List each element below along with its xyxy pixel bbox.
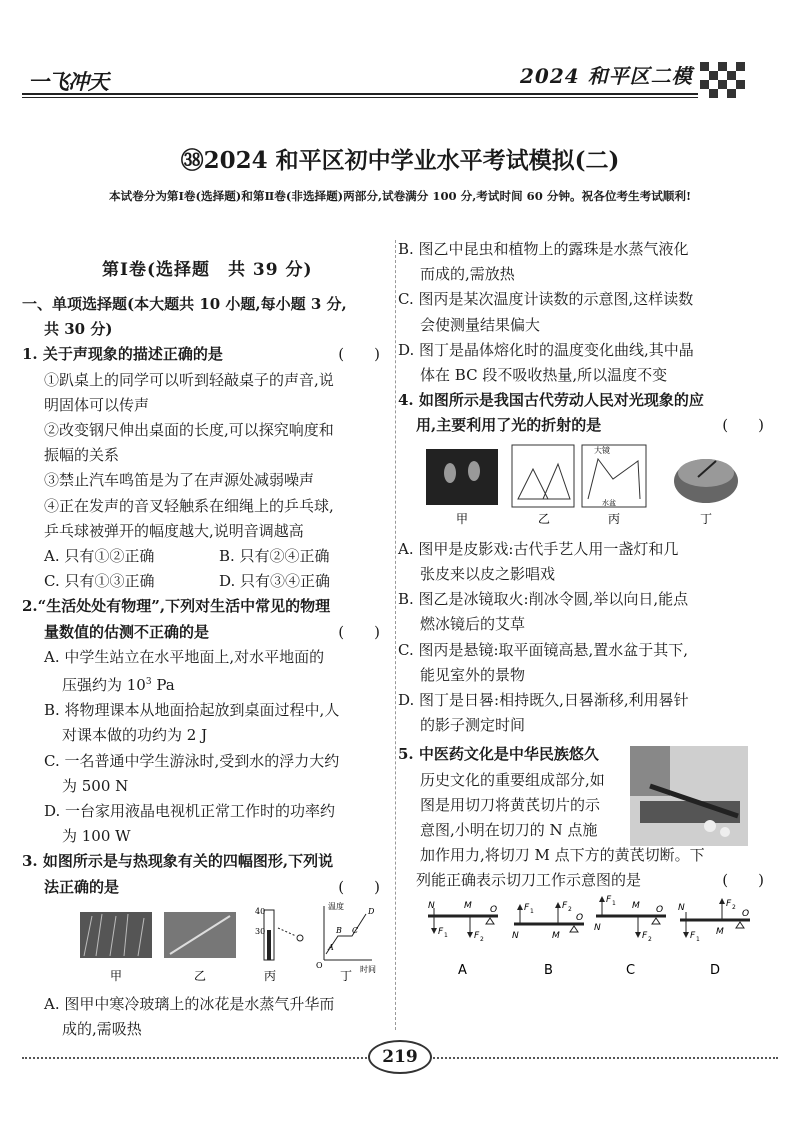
lever-label-n: N [678, 902, 685, 913]
exam-instructions: 本试卷分为第Ⅰ卷(选择题)和第Ⅱ卷(非选择题)两部分,试卷满分 100 分,考试时间 60 分钟。祝各位考生考试顺利! [108, 189, 692, 203]
q2-option-a-cont: 压强约为 10 [62, 676, 146, 695]
q2-unit: Pa [151, 676, 175, 695]
q5-lever-diagrams [398, 894, 778, 982]
question-5 [398, 742, 778, 989]
question-4 [398, 388, 778, 738]
q4-hanging-mirror-drawing [582, 445, 646, 507]
q5-caption: A [458, 962, 467, 978]
lever-label-f2: F [642, 930, 648, 941]
q2-stem: 2.“生活处处有物理”,下列对生活中常见的物理 [22, 597, 331, 616]
q3-option-a[interactable]: A. 图甲中寒冷玻璃上的冰花是水蒸气升华而 [44, 995, 335, 1014]
q1-line: 振幅的关系 [44, 446, 120, 465]
lever-label-o: O [742, 908, 750, 919]
lever-label-o: O [656, 904, 664, 915]
q1-line: 明固体可以传声 [44, 395, 150, 414]
q3-caption: 丁 [340, 968, 353, 983]
lever-label-f1: F [690, 930, 696, 941]
q4-caption: 丁 [700, 511, 713, 526]
q4-answer-bracket[interactable]: ( ) [722, 416, 764, 435]
lever-label-m: M [716, 926, 724, 937]
checker-decoration [700, 62, 748, 98]
part-heading-cont: 共 30 分) [44, 320, 113, 339]
q4-stem-cont: 用,主要利用了光的折射的是 [416, 416, 602, 435]
q1-line: ④正在发声的音叉轻触系在细绳上的乒乓球, [44, 496, 334, 515]
lever-label-sub1: 1 [530, 907, 534, 915]
q4-caption: 乙 [538, 511, 551, 526]
graph-point-c: C [352, 925, 359, 935]
question-3 [22, 849, 394, 1042]
graph-origin: O [316, 960, 323, 970]
q1-line: ①趴桌上的同学可以听到轻敲桌子的声音,说 [44, 370, 334, 389]
q5-stem: 5. 中医药文化是中华民族悠久 [398, 745, 599, 764]
q5-caption: D [710, 962, 721, 978]
q2-option-d[interactable]: D. 一台家用液晶电视机正常工作时的功率约 [44, 802, 336, 821]
paper-title: ㊳2024 和平区初中学业水平考试模拟(二) [180, 147, 620, 174]
q1-option-c[interactable]: C. 只有①③正确 [44, 572, 155, 591]
thermo-scale-top: 40 [255, 906, 266, 916]
eye-icon [297, 935, 303, 941]
question-1 [22, 342, 394, 594]
lever-label-n: N [428, 900, 435, 911]
q5-stem-cont: 历史文化的重要组成部分,如 [420, 770, 605, 789]
q4-option-d-cont: 的影子测定时间 [420, 716, 526, 735]
q3-option-d[interactable]: D. 图丁是晶体熔化时的温度变化曲线,其中晶 [398, 340, 694, 359]
q2-option-d-cont: 为 100 W [62, 827, 131, 846]
mirror-label: 大镜 [594, 445, 610, 455]
q4-ice-lens-drawing [512, 445, 574, 507]
q5-answer-bracket[interactable]: ( ) [722, 871, 764, 890]
q4-figures [398, 439, 778, 529]
q3-option-b-cont: 而成的,需放热 [420, 265, 515, 284]
section-heading: 第Ⅰ卷(选择题 共 39 分) [102, 260, 313, 280]
q1-line: 乒乓球被弹开的幅度越大,说明音调越高 [44, 521, 304, 540]
q2-stem-cont: 量数值的估测不正确的是 [44, 622, 210, 641]
basin-label: 水盆 [602, 498, 616, 507]
q2-option-a[interactable]: A. 中学生站立在水平地面上,对水平地面的 [44, 647, 325, 666]
q1-line: ②改变钢尺伸出桌面的长度,可以探究响度和 [44, 421, 334, 440]
lever-diagram-d[interactable] [678, 898, 750, 943]
q3-option-b[interactable]: B. 图乙中昆虫和植物上的露珠是水蒸气液化 [398, 240, 689, 258]
q5-stem-cont: 图是用切刀将黄芪切片的示 [420, 795, 601, 814]
column-divider [395, 240, 396, 1030]
q2-option-c[interactable]: C. 一名普通中学生游泳时,受到水的浮力大约 [44, 751, 340, 770]
lever-label-sub1: 1 [696, 935, 700, 943]
part-heading: 一、单项选择题(本大题共 10 小题,每小题 3 分, [22, 295, 347, 313]
header-rule [22, 93, 698, 95]
lever-label-sub2: 2 [568, 905, 572, 913]
q3-stem: 3. 如图所示是与热现象有关的四幅图形,下列说 [22, 852, 334, 871]
q4-stem: 4. 如图所示是我国古代劳动人民对光现象的应 [398, 391, 704, 410]
lever-label-sub2: 2 [480, 935, 484, 943]
right-column [398, 237, 778, 990]
lever-label-f1: F [606, 894, 612, 905]
brand-logo: 一飞冲天 [28, 70, 108, 94]
lever-label-f1: F [438, 926, 444, 937]
q1-option-b[interactable]: B. 只有②④正确 [219, 547, 330, 566]
q1-option-d[interactable]: D. 只有③④正确 [219, 572, 331, 591]
lever-label-m: M [552, 930, 560, 941]
q5-photo [630, 746, 748, 846]
q2-option-b-cont: 对课本做的功约为 2 J [62, 726, 208, 745]
q3-option-a-cont: 成的,需吸热 [62, 1020, 142, 1039]
lever-label-n: N [512, 930, 519, 941]
lever-diagram-a[interactable] [428, 901, 498, 943]
lever-diagram-c[interactable] [594, 895, 666, 943]
graph-y-label: 温度 [328, 901, 344, 911]
q5-caption: B [544, 962, 553, 978]
lever-label-o: O [490, 904, 498, 915]
left-column [22, 292, 394, 1042]
lever-label-n: N [594, 922, 601, 933]
lever-label-o: O [576, 912, 584, 923]
lever-label-sub2: 2 [732, 903, 736, 911]
lever-label-f1: F [524, 902, 530, 913]
q4-caption: 丙 [608, 511, 621, 526]
q5-stem-cont: 列能正确表示切刀工作示意图的是 [416, 871, 642, 890]
q3-option-c-cont: 会使测量结果偏大 [420, 315, 541, 334]
q4-shadow-puppet-photo [426, 449, 498, 505]
lever-diagram-b[interactable] [512, 901, 584, 941]
q5-caption: C [626, 962, 636, 978]
q5-stem-cont: 加作用力,将切刀 M 点下方的黄芪切断。下 [420, 846, 705, 865]
q2-exponent: 3 [145, 677, 152, 688]
q5-stem-cont: 意图,小明在切刀的 N 点施 [420, 821, 598, 840]
q1-line: ③禁止汽车鸣笛是为了在声源处减弱噪声 [44, 471, 315, 490]
lever-label-f2: F [562, 900, 568, 911]
q3-caption: 乙 [194, 968, 207, 983]
lever-label-f2: F [474, 930, 480, 941]
q3-caption: 甲 [110, 968, 123, 983]
q2-option-c-cont: 为 500 N [62, 776, 129, 795]
q4-option-c[interactable]: C. 图丙是悬镜:取平面镜高悬,置水盆于其下, [398, 640, 689, 659]
graph-point-a: A [328, 942, 334, 952]
lever-label-m: M [632, 900, 640, 911]
lever-label-m: M [464, 900, 472, 911]
q1-option-a[interactable]: A. 只有①②正确 [44, 547, 155, 566]
page-number: 219 [368, 1040, 432, 1074]
series-title: 2024 和平区二模 [520, 64, 693, 88]
q4-option-b-cont: 燃冰镜后的艾草 [420, 615, 526, 634]
q2-answer-bracket[interactable]: ( ) [338, 622, 380, 641]
q1-answer-bracket[interactable]: ( ) [338, 345, 380, 364]
graph-x-label: 时间 [360, 964, 376, 974]
q4-option-c-cont: 能见室外的景物 [420, 665, 526, 684]
q3-figures [22, 900, 394, 984]
graph-point-d: D [368, 906, 375, 916]
q4-option-d[interactable]: D. 图丁是日晷:相持既久,日晷渐移,利用晷针 [398, 691, 689, 710]
lever-label-sub1: 1 [444, 931, 448, 939]
lever-label-sub2: 2 [648, 935, 652, 943]
lever-label-sub1: 1 [612, 899, 616, 907]
q4-option-a-cont: 张皮来以皮之影唱戏 [420, 565, 556, 584]
graph-point-b: B [336, 925, 342, 935]
lever-label-f2: F [726, 898, 732, 909]
q1-stem: 1. 关于声现象的描述正确的是 [22, 345, 223, 364]
q3-stem-cont: 法正确的是 [44, 877, 120, 896]
q3-caption: 丙 [264, 968, 277, 983]
q4-option-a[interactable]: A. 图甲是皮影戏:古代手艺人用一盏灯和几 [398, 539, 679, 558]
q4-option-b[interactable]: B. 图乙是冰镜取火:削冰令圆,举以向日,能点 [398, 590, 689, 609]
question-2 [22, 594, 394, 849]
q4-caption: 甲 [456, 511, 469, 526]
thermo-scale-mid: 30 [255, 926, 266, 936]
q3-answer-bracket[interactable]: ( ) [338, 877, 380, 896]
q3-option-d-cont: 体在 BC 段不吸收热量,所以温度不变 [420, 366, 668, 385]
header-rule-thin [22, 97, 698, 98]
q3-option-c[interactable]: C. 图丙是某次温度计读数的示意图,这样读数 [398, 290, 694, 309]
q2-option-b[interactable]: B. 将物理课本从地面拾起放到桌面过程中,人 [44, 701, 340, 720]
